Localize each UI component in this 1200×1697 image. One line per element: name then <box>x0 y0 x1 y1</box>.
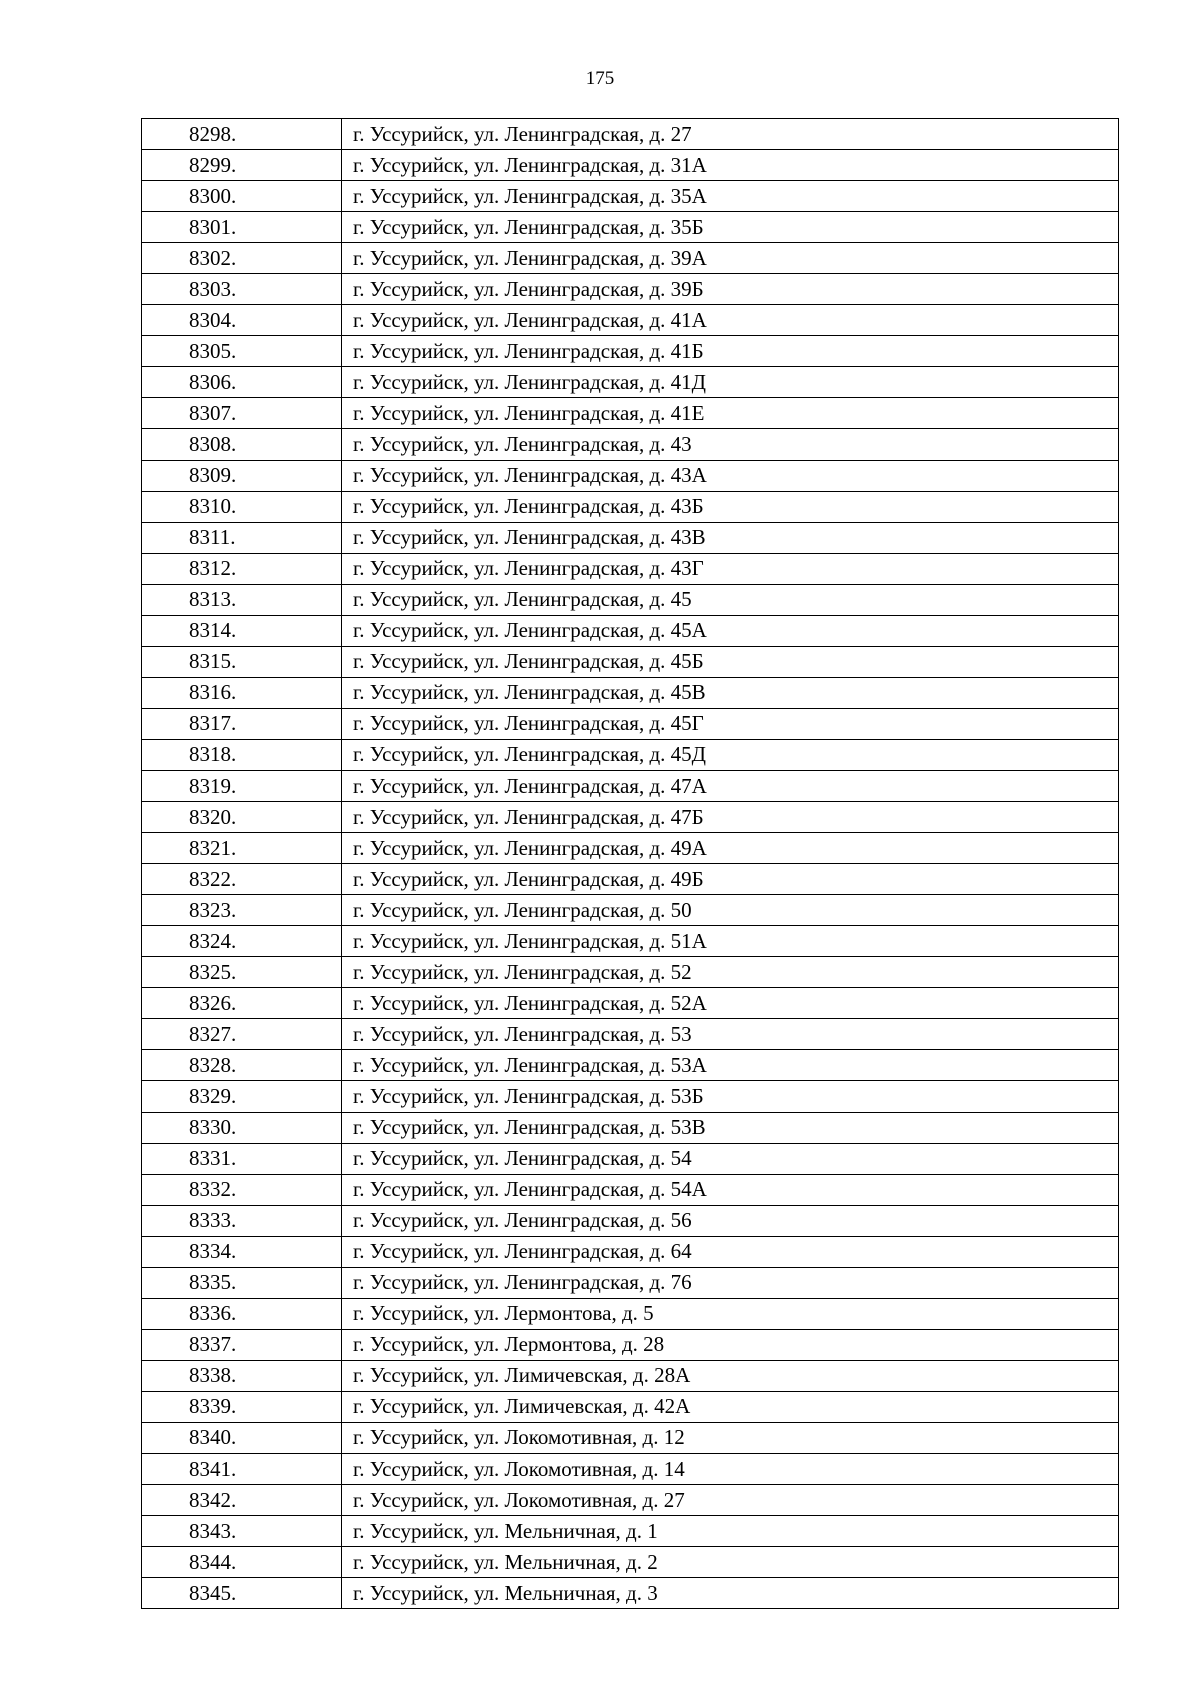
table-row <box>142 1298 1119 1329</box>
table-row <box>142 1174 1119 1205</box>
table-row <box>142 677 1119 708</box>
table-row <box>142 1267 1119 1298</box>
row-number-cell: 8329. <box>142 1081 342 1112</box>
row-number-cell: 8324. <box>142 926 342 957</box>
row-number-cell: 8334. <box>142 1236 342 1267</box>
table-row <box>142 1050 1119 1081</box>
address-cell: г. Уссурийск, ул. Ленинградская, д. 64 <box>342 1236 1119 1267</box>
table-row <box>142 1019 1119 1050</box>
row-number-cell: 8340. <box>142 1422 342 1453</box>
address-cell: г. Уссурийск, ул. Ленинградская, д. 41Д <box>342 367 1119 398</box>
table-row <box>142 646 1119 677</box>
address-cell: г. Уссурийск, ул. Ленинградская, д. 45 <box>342 584 1119 615</box>
table-row <box>142 460 1119 491</box>
address-cell: г. Уссурийск, ул. Мельничная, д. 2 <box>342 1547 1119 1578</box>
row-number-cell: 8308. <box>142 429 342 460</box>
address-cell: г. Уссурийск, ул. Ленинградская, д. 39Б <box>342 274 1119 305</box>
address-cell: г. Уссурийск, ул. Ленинградская, д. 43Б <box>342 491 1119 522</box>
page-number: 175 <box>585 68 615 89</box>
table-row <box>142 1516 1119 1547</box>
address-cell: г. Уссурийск, ул. Ленинградская, д. 31А <box>342 150 1119 181</box>
row-number-cell: 8305. <box>142 336 342 367</box>
address-cell: г. Уссурийск, ул. Ленинградская, д. 47Б <box>342 802 1119 833</box>
table-row <box>142 1360 1119 1391</box>
row-number-cell: 8343. <box>142 1516 342 1547</box>
table-row <box>142 553 1119 584</box>
table-row <box>142 926 1119 957</box>
table-row <box>142 305 1119 336</box>
row-number-cell: 8338. <box>142 1360 342 1391</box>
row-number-cell: 8319. <box>142 770 342 801</box>
address-cell: г. Уссурийск, ул. Ленинградская, д. 53А <box>342 1050 1119 1081</box>
row-number-cell: 8331. <box>142 1143 342 1174</box>
row-number-cell: 8306. <box>142 367 342 398</box>
address-cell: г. Уссурийск, ул. Ленинградская, д. 56 <box>342 1205 1119 1236</box>
address-cell: г. Уссурийск, ул. Ленинградская, д. 76 <box>342 1267 1119 1298</box>
address-cell: г. Уссурийск, ул. Лимичевская, д. 28А <box>342 1360 1119 1391</box>
address-cell: г. Уссурийск, ул. Ленинградская, д. 50 <box>342 895 1119 926</box>
address-cell: г. Уссурийск, ул. Ленинградская, д. 53 <box>342 1019 1119 1050</box>
table-row <box>142 1454 1119 1485</box>
address-cell: г. Уссурийск, ул. Ленинградская, д. 35Б <box>342 212 1119 243</box>
address-cell: г. Уссурийск, ул. Ленинградская, д. 45Б <box>342 646 1119 677</box>
table-row <box>142 1236 1119 1267</box>
table-row <box>142 1329 1119 1360</box>
table-row <box>142 802 1119 833</box>
table-row <box>142 864 1119 895</box>
row-number-cell: 8309. <box>142 460 342 491</box>
table-row <box>142 1143 1119 1174</box>
row-number-cell: 8327. <box>142 1019 342 1050</box>
table-row <box>142 367 1119 398</box>
row-number-cell: 8304. <box>142 305 342 336</box>
address-cell: г. Уссурийск, ул. Ленинградская, д. 53Б <box>342 1081 1119 1112</box>
row-number-cell: 8312. <box>142 553 342 584</box>
row-number-cell: 8341. <box>142 1454 342 1485</box>
address-cell: г. Уссурийск, ул. Ленинградская, д. 43В <box>342 522 1119 553</box>
row-number-cell: 8325. <box>142 957 342 988</box>
table-row <box>142 1422 1119 1453</box>
row-number-cell: 8333. <box>142 1205 342 1236</box>
address-cell: г. Уссурийск, ул. Ленинградская, д. 43 <box>342 429 1119 460</box>
address-cell: г. Уссурийск, ул. Ленинградская, д. 43Г <box>342 553 1119 584</box>
table-row <box>142 429 1119 460</box>
row-number-cell: 8315. <box>142 646 342 677</box>
table-row <box>142 1205 1119 1236</box>
address-cell: г. Уссурийск, ул. Ленинградская, д. 51А <box>342 926 1119 957</box>
table-row <box>142 491 1119 522</box>
row-number-cell: 8318. <box>142 739 342 770</box>
address-cell: г. Уссурийск, ул. Лермонтова, д. 28 <box>342 1329 1119 1360</box>
row-number-cell: 8339. <box>142 1391 342 1422</box>
row-number-cell: 8314. <box>142 615 342 646</box>
address-cell: г. Уссурийск, ул. Лермонтова, д. 5 <box>342 1298 1119 1329</box>
row-number-cell: 8335. <box>142 1267 342 1298</box>
row-number-cell: 8345. <box>142 1578 342 1609</box>
address-cell: г. Уссурийск, ул. Ленинградская, д. 39А <box>342 243 1119 274</box>
address-cell: г. Уссурийск, ул. Лимичевская, д. 42А <box>342 1391 1119 1422</box>
row-number-cell: 8330. <box>142 1112 342 1143</box>
row-number-cell: 8307. <box>142 398 342 429</box>
row-number-cell: 8298. <box>142 119 342 150</box>
table-row <box>142 739 1119 770</box>
table-row <box>142 336 1119 367</box>
address-cell: г. Уссурийск, ул. Ленинградская, д. 43А <box>342 460 1119 491</box>
row-number-cell: 8332. <box>142 1174 342 1205</box>
table-row <box>142 522 1119 553</box>
table-row <box>142 243 1119 274</box>
row-number-cell: 8303. <box>142 274 342 305</box>
row-number-cell: 8337. <box>142 1329 342 1360</box>
table-row <box>142 770 1119 801</box>
address-cell: г. Уссурийск, ул. Ленинградская, д. 52 <box>342 957 1119 988</box>
address-cell: г. Уссурийск, ул. Ленинградская, д. 35А <box>342 181 1119 212</box>
table-row <box>142 1547 1119 1578</box>
address-cell: г. Уссурийск, ул. Ленинградская, д. 49А <box>342 833 1119 864</box>
row-number-cell: 8323. <box>142 895 342 926</box>
address-cell: г. Уссурийск, ул. Ленинградская, д. 54 <box>342 1143 1119 1174</box>
table-row <box>142 181 1119 212</box>
table-row <box>142 833 1119 864</box>
address-cell: г. Уссурийск, ул. Локомотивная, д. 14 <box>342 1454 1119 1485</box>
table-row <box>142 119 1119 150</box>
row-number-cell: 8342. <box>142 1485 342 1516</box>
table-row <box>142 895 1119 926</box>
table-row <box>142 150 1119 181</box>
row-number-cell: 8320. <box>142 802 342 833</box>
address-cell: г. Уссурийск, ул. Ленинградская, д. 45Г <box>342 708 1119 739</box>
row-number-cell: 8311. <box>142 522 342 553</box>
table-row <box>142 398 1119 429</box>
address-cell: г. Уссурийск, ул. Ленинградская, д. 45В <box>342 677 1119 708</box>
address-cell: г. Уссурийск, ул. Ленинградская, д. 52А <box>342 988 1119 1019</box>
address-cell: г. Уссурийск, ул. Локомотивная, д. 27 <box>342 1485 1119 1516</box>
address-cell: г. Уссурийск, ул. Ленинградская, д. 41Е <box>342 398 1119 429</box>
table-row <box>142 274 1119 305</box>
address-cell: г. Уссурийск, ул. Мельничная, д. 1 <box>342 1516 1119 1547</box>
address-cell: г. Уссурийск, ул. Ленинградская, д. 41Б <box>342 336 1119 367</box>
row-number-cell: 8316. <box>142 677 342 708</box>
row-number-cell: 8317. <box>142 708 342 739</box>
address-cell: г. Уссурийск, ул. Ленинградская, д. 45А <box>342 615 1119 646</box>
row-number-cell: 8336. <box>142 1298 342 1329</box>
address-cell: г. Уссурийск, ул. Ленинградская, д. 53В <box>342 1112 1119 1143</box>
address-cell: г. Уссурийск, ул. Ленинградская, д. 49Б <box>342 864 1119 895</box>
table-row <box>142 1391 1119 1422</box>
row-number-cell: 8300. <box>142 181 342 212</box>
row-number-cell: 8310. <box>142 491 342 522</box>
address-cell: г. Уссурийск, ул. Ленинградская, д. 54А <box>342 1174 1119 1205</box>
row-number-cell: 8313. <box>142 584 342 615</box>
table-row <box>142 584 1119 615</box>
row-number-cell: 8321. <box>142 833 342 864</box>
address-cell: г. Уссурийск, ул. Локомотивная, д. 12 <box>342 1422 1119 1453</box>
table-row <box>142 1081 1119 1112</box>
table-row <box>142 957 1119 988</box>
row-number-cell: 8328. <box>142 1050 342 1081</box>
table-row <box>142 1112 1119 1143</box>
address-cell: г. Уссурийск, ул. Ленинградская, д. 27 <box>342 119 1119 150</box>
table-row <box>142 1485 1119 1516</box>
address-cell: г. Уссурийск, ул. Мельничная, д. 3 <box>342 1578 1119 1609</box>
table-row <box>142 615 1119 646</box>
table-row <box>142 988 1119 1019</box>
row-number-cell: 8302. <box>142 243 342 274</box>
row-number-cell: 8301. <box>142 212 342 243</box>
address-cell: г. Уссурийск, ул. Ленинградская, д. 47А <box>342 770 1119 801</box>
address-cell: г. Уссурийск, ул. Ленинградская, д. 45Д <box>342 739 1119 770</box>
row-number-cell: 8344. <box>142 1547 342 1578</box>
address-cell: г. Уссурийск, ул. Ленинградская, д. 41А <box>342 305 1119 336</box>
row-number-cell: 8322. <box>142 864 342 895</box>
table-row <box>142 212 1119 243</box>
row-number-cell: 8299. <box>142 150 342 181</box>
table-row <box>142 708 1119 739</box>
address-table-body <box>142 119 1119 1609</box>
table-row <box>142 1578 1119 1609</box>
row-number-cell: 8326. <box>142 988 342 1019</box>
address-table <box>141 118 1119 1609</box>
